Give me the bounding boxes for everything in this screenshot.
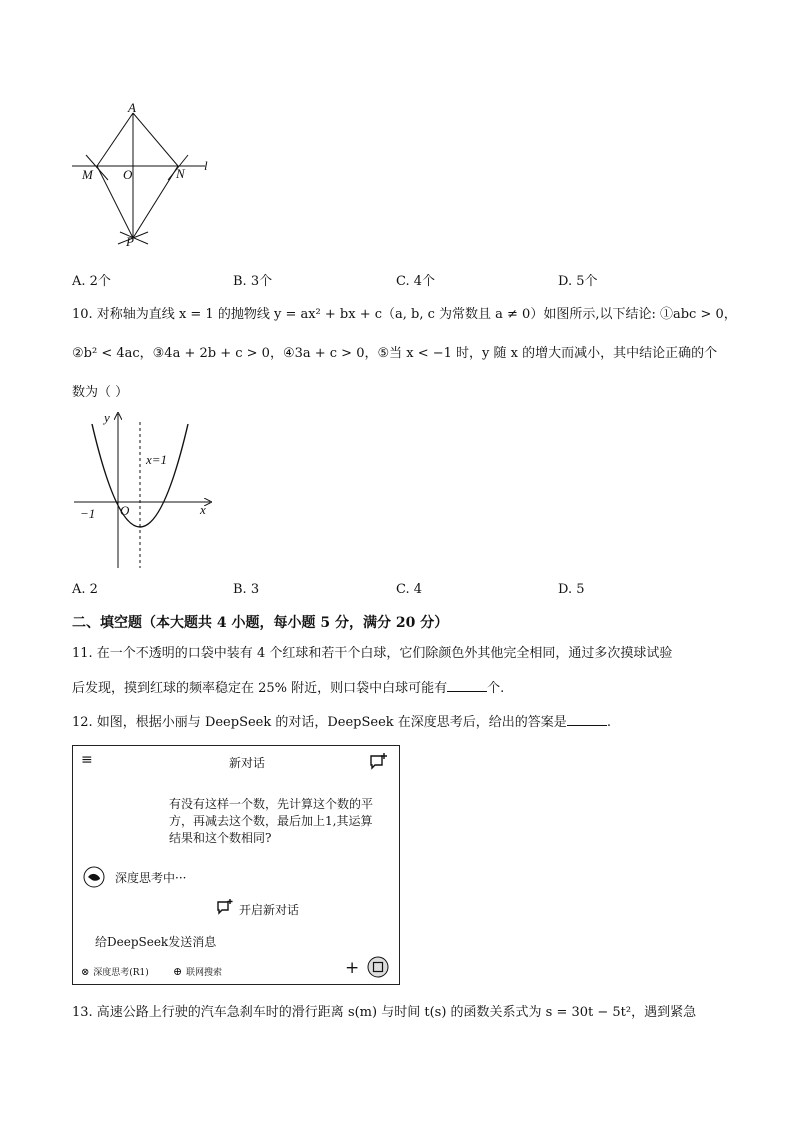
label-P: P	[126, 234, 134, 249]
parabola-graph	[70, 410, 220, 570]
q11-line2-text: 后发现，摸到红球的频率稳定在 25% 附近，则口袋中白球可能有	[72, 681, 448, 696]
graph-y-label: y	[104, 410, 110, 425]
plus-button[interactable]: +	[345, 958, 360, 978]
q10-line1: 10. 对称轴为直线 x = 1 的抛物线 y = ax² + bx + c（a, b, c 为常数且 a ≠ 0）如图所示,以下结论: ①abc > 0，	[72, 307, 737, 322]
label-M: M	[82, 167, 93, 182]
label-A: A	[128, 100, 136, 115]
q13-line: 13. 高速公路上行驶的汽车急刹车时的滑行距离 s(m) 与时间 t(s) 的函数关系式为 s = 30t − 5t²，遇到紧急	[72, 1005, 697, 1020]
q9-option-a: A. 2个	[72, 274, 111, 289]
section-heading: 二、填空题（本大题共 4 小题，每小题 5 分，满分 20 分）	[72, 615, 449, 631]
atom-icon: ⊗	[81, 967, 90, 978]
new-chat-button[interactable]: 开启新对话	[239, 903, 300, 917]
web-search-label: 联网搜索	[186, 968, 223, 978]
thinking-status: 深度思考中···	[115, 871, 187, 885]
q10-option-c: C. 4	[396, 582, 423, 597]
web-search-toggle[interactable]	[173, 964, 222, 978]
q11-line1: 11. 在一个不透明的口袋中装有 4 个红球和若干个白球，它们除颜色外其他完全相同，通过多次摸球试验	[72, 646, 673, 661]
q11-line2	[72, 677, 504, 698]
q9-option-c: C. 4个	[396, 274, 436, 289]
q10-line3: 数为（ ）	[72, 385, 129, 400]
send-button[interactable]	[367, 956, 389, 981]
q10-line2: ②b² < 4ac，③4a + 2b + c > 0，④3a + c > 0，⑤当 x < −1 时，y 随 x 的增大而减小，其中结论正确的个	[72, 346, 718, 361]
q12-end: .	[606, 715, 611, 730]
q10-option-a: A. 2	[72, 582, 98, 597]
deep-think-toggle[interactable]	[81, 964, 149, 978]
graph-axis-of-symmetry-label: x=1	[146, 452, 168, 467]
chat-title: 新对话	[229, 756, 266, 770]
q12-line	[72, 711, 611, 732]
q11-answer-blank	[447, 677, 487, 692]
label-O: O	[123, 167, 133, 182]
globe-icon: ⊕	[173, 965, 183, 978]
q12-text: 12. 如图，根据小丽与 DeepSeek 的对话，DeepSeek 在深度思考后，给出的答案是	[72, 715, 567, 730]
user-message: 有没有这样一个数，先计算这个数的平方，再减去这个数，最后加上1,其运算结果和这个数相同?	[169, 797, 374, 845]
new-chat-button-icon[interactable]	[215, 898, 235, 921]
menu-icon[interactable]: ≡	[81, 752, 93, 768]
q11-line2-end: 个.	[487, 681, 505, 696]
graph-neg1-label: −1	[80, 506, 96, 521]
deepseek-chat-panel	[72, 745, 400, 985]
message-input[interactable]: 给DeepSeek发送消息	[95, 935, 217, 949]
new-chat-icon[interactable]	[367, 752, 389, 777]
deepseek-logo-icon	[83, 866, 105, 891]
graph-x-label: x	[200, 502, 206, 517]
q10-option-b: B. 3	[233, 582, 260, 597]
graph-origin-label: O	[120, 503, 130, 518]
label-l: l	[204, 158, 208, 173]
q9-option-d: D. 5个	[558, 274, 598, 289]
label-N: N	[176, 166, 185, 181]
q12-answer-blank	[567, 711, 607, 726]
q10-option-d: D. 5	[558, 582, 585, 597]
deep-think-label: 深度思考(R1)	[93, 968, 149, 978]
q9-option-b: B. 3个	[233, 274, 273, 289]
